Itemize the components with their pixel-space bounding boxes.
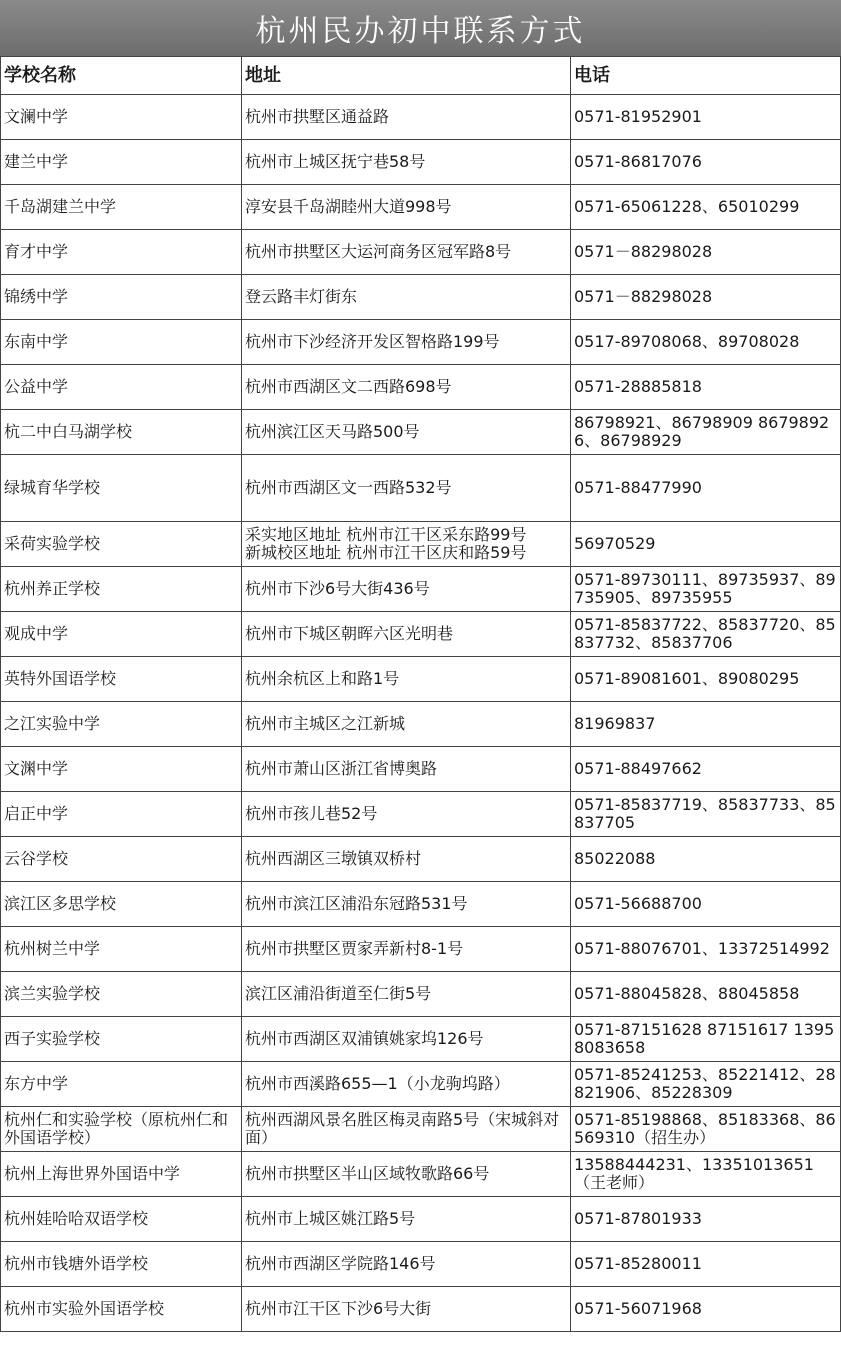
campus-address-2: 新城校区地址 杭州市江干区庆和路59号	[245, 543, 527, 562]
school-address: 杭州市拱墅区通益路	[242, 95, 571, 140]
school-address: 淳安县千岛湖睦州大道998号	[242, 185, 571, 230]
school-phone: 81969837	[571, 702, 841, 747]
school-address: 杭州市下城区朝晖六区光明巷	[242, 612, 571, 657]
school-phone: 0571-89730111、89735937、89735905、89735955	[571, 567, 841, 612]
header-row	[1, 57, 841, 95]
table-row	[1, 1197, 841, 1242]
table-row	[1, 792, 841, 837]
school-name: 云谷学校	[1, 837, 242, 882]
table-row	[1, 1107, 841, 1152]
school-phone: 0571-65061228、65010299	[571, 185, 841, 230]
table-row	[1, 185, 841, 230]
school-name: 杭州树兰中学	[1, 927, 242, 972]
school-name: 观成中学	[1, 612, 242, 657]
table-row	[1, 320, 841, 365]
school-address: 杭州市主城区之江新城	[242, 702, 571, 747]
school-address: 杭州余杭区上和路1号	[242, 657, 571, 702]
school-phone: 0571-88497662	[571, 747, 841, 792]
header-phone: 电话	[571, 57, 841, 95]
school-phone: 0571-85837719、85837733、85837705	[571, 792, 841, 837]
school-name: 杭州养正学校	[1, 567, 242, 612]
school-name: 杭州市钱塘外语学校	[1, 1242, 242, 1287]
school-address: 滨江区浦沿街道至仁街5号	[242, 972, 571, 1017]
table-row	[1, 140, 841, 185]
school-name: 杭州上海世界外国语中学	[1, 1152, 242, 1197]
school-phone: 86798921、86798909 86798926、86798929	[571, 410, 841, 455]
school-name: 育才中学	[1, 230, 242, 275]
school-phone: 0571-85837722、85837720、85837732、85837706	[571, 612, 841, 657]
school-name: 采荷实验学校	[1, 522, 242, 567]
school-address: 杭州市拱墅区大运河商务区冠军路8号	[242, 230, 571, 275]
school-phone: 0571－88298028	[571, 230, 841, 275]
school-phone: 0571-86817076	[571, 140, 841, 185]
school-address: 杭州滨江区天马路500号	[242, 410, 571, 455]
school-name: 滨兰实验学校	[1, 972, 242, 1017]
school-address: 杭州市萧山区浙江省博奥路	[242, 747, 571, 792]
table-row	[1, 1017, 841, 1062]
school-address: 登云路丰灯街东	[242, 275, 571, 320]
school-phone: 0571-88045828、88045858	[571, 972, 841, 1017]
school-address: 杭州市拱墅区半山区域牧歌路66号	[242, 1152, 571, 1197]
school-address: 杭州市孩儿巷52号	[242, 792, 571, 837]
table-row	[1, 567, 841, 612]
school-name: 杭州娃哈哈双语学校	[1, 1197, 242, 1242]
campus-address-1: 采实地区地址 杭州市江干区采东路99号	[245, 525, 527, 544]
table-row	[1, 612, 841, 657]
school-address: 杭州市西湖区文一西路532号	[242, 455, 571, 522]
school-address: 杭州市滨江区浦沿东冠路531号	[242, 882, 571, 927]
school-address: 杭州市拱墅区贾家弄新村8-1号	[242, 927, 571, 972]
school-address: 杭州市江干区下沙6号大街	[242, 1287, 571, 1332]
table-row	[1, 1062, 841, 1107]
school-phone: 0571-56688700	[571, 882, 841, 927]
table-row	[1, 837, 841, 882]
table-row	[1, 275, 841, 320]
school-address: 杭州市西湖区文二西路698号	[242, 365, 571, 410]
school-name: 建兰中学	[1, 140, 242, 185]
school-address: 杭州市下沙6号大街436号	[242, 567, 571, 612]
school-phone: 0571-87801933	[571, 1197, 841, 1242]
school-name: 英特外国语学校	[1, 657, 242, 702]
table-row	[1, 1242, 841, 1287]
school-name: 文渊中学	[1, 747, 242, 792]
school-address: 杭州市下沙经济开发区智格路199号	[242, 320, 571, 365]
table-row	[1, 410, 841, 455]
table-row	[1, 522, 841, 567]
school-phone: 0571-85280011	[571, 1242, 841, 1287]
table-row	[1, 95, 841, 140]
table-row	[1, 1287, 841, 1332]
school-address: 杭州市上城区姚江路5号	[242, 1197, 571, 1242]
school-phone: 0517-89708068、89708028	[571, 320, 841, 365]
table-row	[1, 882, 841, 927]
table-row	[1, 927, 841, 972]
school-name: 杭州仁和实验学校（原杭州仁和外国语学校）	[1, 1107, 242, 1152]
school-address: 杭州市上城区抚宁巷58号	[242, 140, 571, 185]
school-phone: 0571-88076701、13372514992	[571, 927, 841, 972]
school-phone: 0571-85241253、85221412、28821906、85228309	[571, 1062, 841, 1107]
school-name: 启正中学	[1, 792, 242, 837]
school-phone: 56970529	[571, 522, 841, 567]
school-phone: 85022088	[571, 837, 841, 882]
school-phone: 0571-81952901	[571, 95, 841, 140]
school-name: 东南中学	[1, 320, 242, 365]
table-row	[1, 702, 841, 747]
school-name: 锦绣中学	[1, 275, 242, 320]
table-row	[1, 747, 841, 792]
header-address: 地址	[242, 57, 571, 95]
school-phone: 13588444231、13351013651（王老师）	[571, 1152, 841, 1197]
school-phone: 0571-88477990	[571, 455, 841, 522]
table-row	[1, 657, 841, 702]
table-row	[1, 230, 841, 275]
table-row	[1, 1152, 841, 1197]
school-name: 滨江区多思学校	[1, 882, 242, 927]
table-row	[1, 972, 841, 1017]
school-name: 西子实验学校	[1, 1017, 242, 1062]
table-row	[1, 455, 841, 522]
header-school: 学校名称	[1, 57, 242, 95]
school-name: 千岛湖建兰中学	[1, 185, 242, 230]
school-name: 之江实验中学	[1, 702, 242, 747]
school-phone: 0571－88298028	[571, 275, 841, 320]
school-phone: 0571-85198868、85183368、86569310（招生办）	[571, 1107, 841, 1152]
school-phone: 0571-28885818	[571, 365, 841, 410]
school-name: 杭二中白马湖学校	[1, 410, 242, 455]
page-title: 杭州民办初中联系方式	[0, 0, 841, 56]
school-phone: 0571-89081601、89080295	[571, 657, 841, 702]
school-address: 杭州市西湖区双浦镇姚家坞126号	[242, 1017, 571, 1062]
school-phone: 0571-87151628 87151617 13958083658	[571, 1017, 841, 1062]
school-name: 文澜中学	[1, 95, 242, 140]
school-address: 杭州市西湖区学院路146号	[242, 1242, 571, 1287]
school-address: 杭州西湖风景名胜区梅灵南路5号（宋城斜对面）	[242, 1107, 571, 1152]
school-name: 东方中学	[1, 1062, 242, 1107]
school-address: 杭州西湖区三墩镇双桥村	[242, 837, 571, 882]
school-name: 绿城育华学校	[1, 455, 242, 522]
school-name: 杭州市实验外国语学校	[1, 1287, 242, 1332]
school-name: 公益中学	[1, 365, 242, 410]
school-address: 杭州市西溪路655—1（小龙驹坞路）	[242, 1062, 571, 1107]
table-row	[1, 365, 841, 410]
school-address	[242, 522, 571, 567]
school-phone: 0571-56071968	[571, 1287, 841, 1332]
contacts-table	[0, 56, 841, 1332]
